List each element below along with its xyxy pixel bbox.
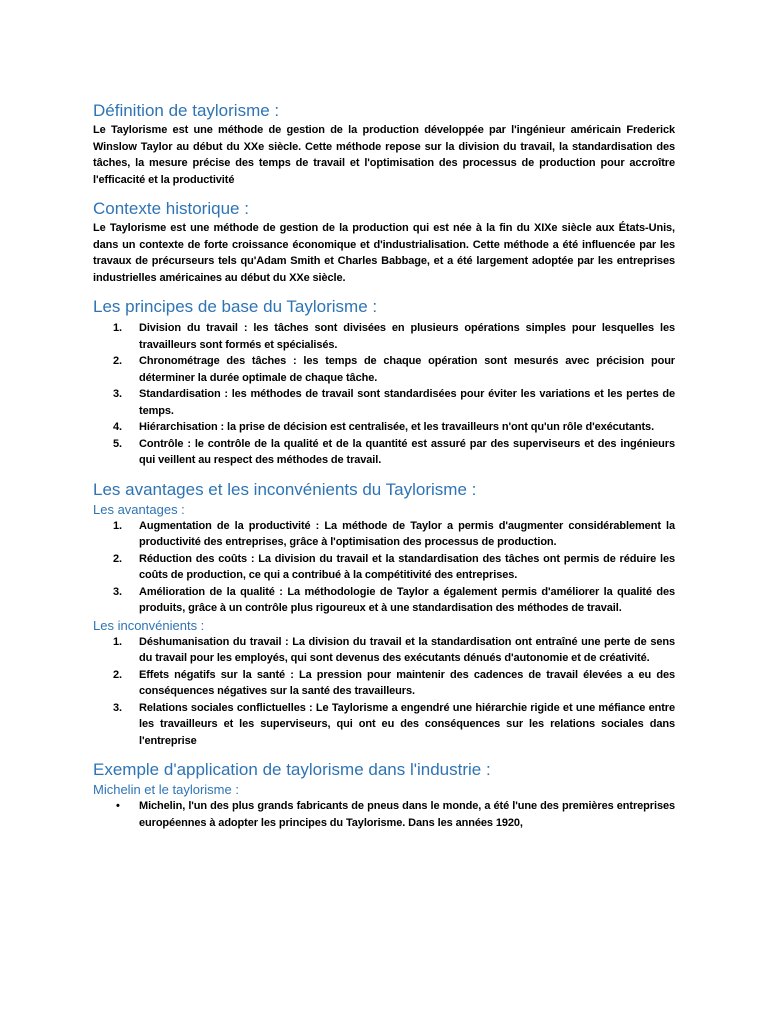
list-number: 3. (113, 701, 122, 714)
list-item (93, 436, 675, 469)
list-item-text: Chronométrage des tâches : les temps de chaque opération sont mesurés avec précision pour déterminer la durée optimale de chaque tâche. (139, 355, 675, 384)
list-item-text: Augmentation de la productivité : La méthode de Taylor a permis d'augmenter considérablement la productivité des entreprises, grâce à l'optimisation des processus de production. (139, 519, 675, 548)
advantages-subheading: Les avantages : (93, 501, 185, 517)
list-number: 3. (113, 585, 122, 598)
list-item-text: Effets négatifs sur la santé : La pression pour maintenir des cadences de travail élevées a eu des conséquences négatives sur la santé des travailleurs. (139, 668, 675, 697)
list-number: 3. (113, 388, 122, 400)
list-item (93, 551, 675, 584)
list-number: 2. (113, 552, 122, 565)
list-item (93, 584, 675, 617)
example-subheading: Michelin et le taylorisme : (93, 782, 239, 797)
list-item-text: Déshumanisation du travail : La division du travail et la standardisation ont entraîné une perte de sens du travail pour les employés, qui sont devenus des exécutants dénués d'autonomie et de créativité. (139, 635, 675, 664)
list-item-text: Contrôle : le contrôle de la qualité et de la quantité est assuré par des superviseurs et des ingénieurs qui veillent au respect des méthodes de travail. (139, 437, 675, 466)
list-item (93, 798, 675, 831)
disadvantages-list (93, 634, 675, 750)
pros-cons-heading: Les avantages et les inconvénients du Taylorisme : (93, 479, 477, 499)
example-list (93, 798, 675, 831)
list-number: 4. (113, 421, 122, 433)
list-item-text: Michelin, l'un des plus grands fabricants de pneus dans le monde, a été l'une des premières entreprises européennes à adopter les principes du Taylorisme. Dans les années 1920, (139, 800, 675, 829)
definition-paragraph: Le Taylorisme est une méthode de gestion de la production développée par l'ingénieur américain Frederick Winslow Taylor au début du XXe siècle. Cette méthode repose sur la division du travail, la standardisation des tâches, la mesure précise des temps de travail et l'optimisation des processus de production pour accroître l'efficacité et la productivité (93, 124, 675, 186)
definition-heading: Définition de taylorisme : (93, 101, 280, 120)
list-item (93, 386, 675, 419)
principles-heading: Les principes de base du Taylorisme : (93, 297, 378, 316)
principles-list (93, 320, 675, 469)
list-item (93, 320, 675, 353)
list-item (93, 667, 675, 700)
list-item (93, 518, 675, 551)
example-heading: Exemple d'application de taylorisme dans l'industrie : (93, 760, 491, 779)
list-item-text: Hiérarchisation : la prise de décision est centralisée, et les travailleurs n'ont qu'un rôle d'exécutants. (139, 421, 655, 433)
document-page (93, 100, 675, 831)
list-item (93, 353, 675, 386)
list-item (93, 700, 675, 750)
list-number: 5. (113, 437, 122, 450)
list-number: 1. (113, 519, 122, 532)
list-item (93, 419, 675, 436)
context-paragraph: Le Taylorisme est une méthode de gestion de la production qui est née à la fin du XIXe siècle aux États-Unis, dans un contexte de forte croissance économique et d'industrialisation. Cette méthode a été influencée par les travaux de précurseurs tels qu'Adam Smith et Charles Babbage, et a été largement adoptée par les entreprises industrielles américaines au début du XXe siècle. (93, 222, 675, 284)
list-item-text: Standardisation : les méthodes de travail sont standardisées pour éviter les variations et les pertes de temps. (139, 388, 675, 417)
advantages-list (93, 518, 675, 617)
bullet-icon: • (116, 800, 120, 812)
list-number: 2. (113, 668, 122, 681)
list-number: 1. (113, 635, 122, 648)
list-item (93, 634, 675, 667)
list-item-text: Amélioration de la qualité : La méthodologie de Taylor a également permis d'améliorer la qualité des produits, grâce à un contrôle plus rigoureux et à une standardisation des méthodes de travail. (139, 585, 675, 614)
list-item-text: Division du travail : les tâches sont divisées en plusieurs opérations simples pour lesquelles les travailleurs sont formés et spécialisés. (139, 322, 675, 351)
disadvantages-subheading: Les inconvénients : (93, 617, 205, 633)
context-heading: Contexte historique : (93, 199, 249, 218)
list-item-text: Relations sociales conflictuelles : Le Taylorisme a engendré une hiérarchie rigide et une méfiance entre les travailleurs et les superviseurs, qui ont eu des conséquences sur les relations sociales dans l'entreprise (139, 701, 675, 747)
list-number: 2. (113, 355, 122, 367)
list-number: 1. (113, 322, 122, 334)
list-item-text: Réduction des coûts : La division du travail et la standardisation des tâches ont permis de réduire les coûts de production, ce qui a contribué à la compétitivité des entreprises. (139, 552, 675, 581)
